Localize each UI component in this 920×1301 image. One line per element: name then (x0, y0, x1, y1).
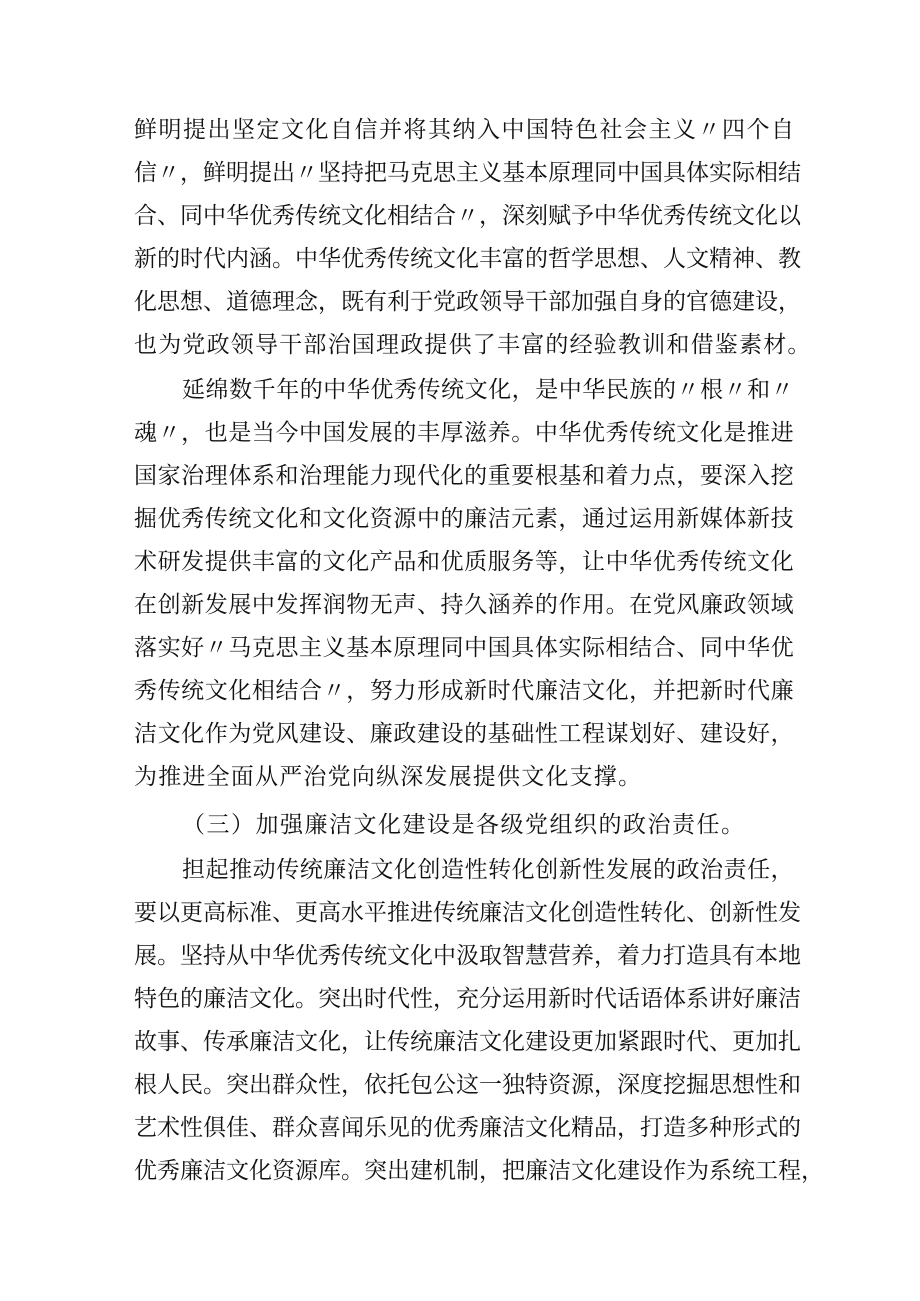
paragraph-line: 优 秀 廉 洁 文 化 资 源 库 。 突 出 建 机 制 ， 把 廉 洁 文 化 建 设 作 为 系 统 工 程 ， (134, 1158, 824, 1184)
paragraph-line: 担 起 推 动 传 统 廉 洁 文 化 创 造 性 转 化 创 新 性 发 展 的 政 治 责 任 ， (182, 857, 794, 883)
paragraph-line: 新 的 时 代 内 涵 。 中 华 优 秀 传 统 文 化 丰 富 的 哲 学 思 想 、 人 文 精 神 、 教 (134, 246, 801, 272)
paragraph-line: 国 家 治 理 体 系 和 治 理 能 力 现 代 化 的 重 要 根 基 和 着 力 点 ， 要 深 入 挖 (134, 463, 794, 489)
section-heading: （三）加强廉洁文化建设是各级党组织的政治责任。 (182, 812, 746, 838)
paragraph-line: 掘 优 秀 传 统 文 化 和 文 化 资 源 中 的 廉 洁 元 素 ， 通 过 运 用 新 媒 体 新 技 (134, 506, 794, 532)
paragraph-line: 秀 传 统 文 化 相 结 合 〃 ， 努 力 形 成 新 时 代 廉 洁 文 化 ， 并 把 新 时 代 廉 (134, 678, 794, 704)
paragraph-line: 鲜 明 提 出 坚 定 文 化 自 信 并 将 其 纳 入 中 国 特 色 社 会 主 义 〃 四 个 自 (134, 117, 794, 143)
paragraph-line: 落 实 好 〃 马 克 思 主 义 基 本 原 理 同 中 国 具 体 实 际 相 结 合 、 同 中 华 优 (134, 635, 794, 661)
paragraph-line: 也为党政领导干部治国理政提供了丰富的经验教训和借鉴素材。 (134, 332, 812, 358)
paragraph-line: 化 思 想 、 道 德 理 念 ， 既 有 利 于 党 政 领 导 干 部 加 强 自 身 的 官 德 建 设 ， (134, 289, 801, 315)
paragraph-line: 洁 文 化 作 为 党 风 建 设 、 廉 政 建 设 的 基 础 性 工 程 谋 划 好 、 建 设 好 ， (134, 721, 794, 747)
paragraph-line: 为推进全面从严治党向纵深发展提供文化支撑。 (134, 764, 643, 790)
paragraph-line: 展 。 坚 持 从 中 华 优 秀 传 统 文 化 中 汲 取 智 慧 营 养 ， 着 力 打 造 具 有 本 地 (134, 943, 801, 969)
paragraph-line: 延 绵 数 千 年 的 中 华 优 秀 传 统 文 化 ， 是 中 华 民 族 的 〃 根 〃 和 〃 (182, 377, 794, 403)
paragraph-line: 根 人 民 。 突 出 群 众 性 ， 依 托 包 公 这 一 独 特 资 源 ， 深 度 挖 掘 思 想 性 和 (134, 1072, 801, 1098)
paragraph-line: 合 、 同 中 华 优 秀 传 统 文 化 相 结 合 〃 ， 深 刻 赋 予 中 华 优 秀 传 统 文 化 以 (134, 203, 801, 229)
paragraph-line: 在 创 新 发 展 中 发 挥 润 物 无 声 、 持 久 涵 养 的 作 用 。 在 党 风 廉 政 领 域 (134, 592, 794, 618)
paragraph-line: 故 事 、 传 承 廉 洁 文 化 ， 让 传 统 廉 洁 文 化 建 设 更 加 紧 跟 时 代 、 更 加 扎 (134, 1029, 801, 1055)
paragraph-line: 术 研 发 提 供 丰 富 的 文 化 产 品 和 优 质 服 务 等 ， 让 中 华 优 秀 传 统 文 化 (134, 549, 794, 575)
paragraph-line: 信 〃 ， 鲜 明 提 出 〃 坚 持 把 马 克 思 主 义 基 本 原 理 同 中 国 具 体 实 际 相 结 (134, 160, 801, 186)
paragraph-line: 魂 〃 ， 也 是 当 今 中 国 发 展 的 丰 厚 滋 养 。 中 华 优 秀 传 统 文 化 是 推 进 (134, 420, 794, 446)
paragraph-line: 艺 术 性 俱 佳 、 群 众 喜 闻 乐 见 的 优 秀 廉 洁 文 化 精 品 ， 打 造 多 种 形 式 的 (134, 1115, 801, 1141)
paragraph-line: 特 色 的 廉 洁 文 化 。 突 出 时 代 性 ， 充 分 运 用 新 时 代 话 语 体 系 讲 好 廉 洁 (134, 986, 801, 1012)
paragraph-line: 要 以 更 高 标 准 、 更 高 水 平 推 进 传 统 廉 洁 文 化 创 造 性 转 化 、 创 新 性 发 (134, 900, 801, 926)
